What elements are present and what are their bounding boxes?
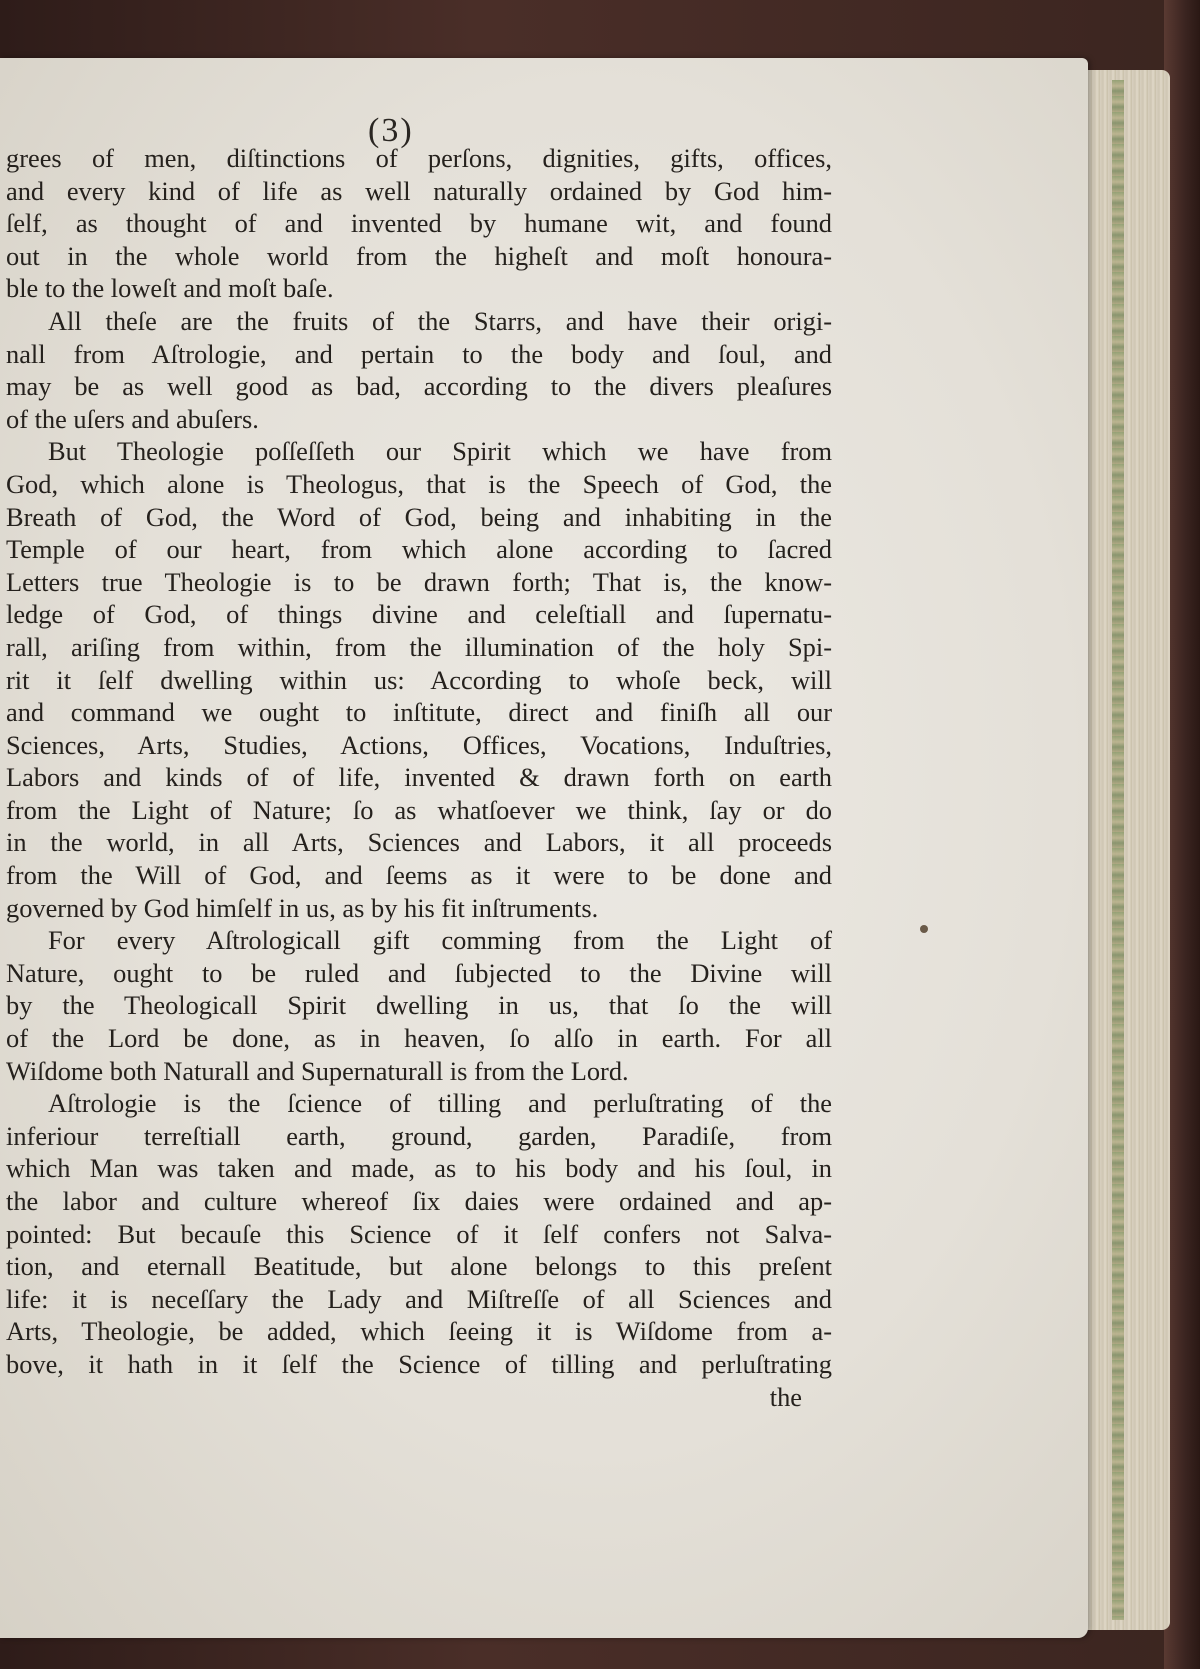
text-line: For every Aſtrologicall gift comming from the Light of — [48, 925, 832, 956]
text-line: may be as well good as bad, according to the divers pleaſures — [6, 371, 832, 402]
text-line: rit it ſelf dwelling within us: According to whoſe beck, will — [6, 664, 832, 695]
page-number: (3) — [368, 112, 414, 149]
ink-spot — [920, 925, 928, 933]
text-line: of the Lord be done, as in heaven, ſo alſo in earth. For all — [6, 1023, 832, 1054]
text-line: grees of men, diſtinctions of perſons, dignities, gifts, offices, — [6, 143, 832, 173]
text-line: governed by God himſelf in us, as by his fit inſtruments. — [6, 892, 599, 923]
text-line: But Theologie poſſeſſeth our Spirit which we have from — [48, 436, 832, 467]
text-line: Temple of our heart, from which alone according to ſacred — [6, 534, 832, 565]
text-line: pointed: But becauſe this Science of it ſelf confers not Salva- — [6, 1218, 832, 1249]
text-line: life: it is neceſſary the Lady and Miſtreſſe of all Sciences and — [6, 1283, 832, 1314]
text-line: tion, and eternall Beatitude, but alone belongs to this preſent — [6, 1251, 832, 1282]
page-text — [6, 142, 832, 1413]
text-line: of the uſers and abuſers. — [6, 403, 259, 434]
text-line: rall, ariſing from within, from the illumination of the holy Spi- — [6, 631, 832, 662]
text-line: Aſtrologie is the ſcience of tilling and perluſtrating of the — [48, 1088, 832, 1119]
text-line: the labor and culture whereof ſix daies were ordained and ap- — [6, 1186, 832, 1216]
text-line: Letters true Theologie is to be drawn forth; That is, the know- — [6, 566, 832, 597]
text-line: and every kind of life as well naturally ordained by God him- — [6, 175, 832, 206]
text-line: out in the whole world from the higheſt and moſt honoura- — [6, 240, 832, 271]
text-line: Sciences, Arts, Studies, Actions, Offices, Vocations, Induſtries, — [6, 729, 832, 760]
text-line: ble to the loweſt and moſt baſe. — [6, 273, 334, 304]
catchword: the — [769, 1381, 802, 1412]
text-line: and command we ought to inſtitute, direct and finiſh all our — [6, 697, 832, 728]
text-line: Labors and kinds of of life, invented & drawn forth on earth — [6, 762, 832, 793]
text-line: from the Will of God, and ſeems as it were to be done and — [6, 860, 832, 891]
text-line: ledge of God, of things divine and celeſtiall and ſupernatu- — [6, 599, 832, 630]
text-line: All theſe are the fruits of the Starrs, and have their origi- — [48, 305, 832, 336]
text-line: bove, it hath in it ſelf the Science of tilling and perluſtrating — [6, 1348, 832, 1379]
marbled-edge — [1112, 80, 1124, 1620]
text-line: inferiour terreſtiall earth, ground, garden, Paradiſe, from — [6, 1120, 832, 1151]
text-line: Wiſdome both Naturall and Supernaturall is from the Lord. — [6, 1055, 629, 1086]
text-line: God, which alone is Theologus, that is the Speech of God, the — [6, 468, 832, 499]
text-line: Arts, Theologie, be added, which ſeeing it is Wiſdome from a- — [6, 1316, 832, 1347]
text-line: ſelf, as thought of and invented by humane wit, and found — [6, 208, 832, 239]
text-line: by the Theologicall Spirit dwelling in us, that ſo the will — [6, 990, 832, 1021]
text-line: in the world, in all Arts, Sciences and Labors, it all proceeds — [6, 827, 832, 858]
text-line: Breath of God, the Word of God, being and inhabiting in the — [6, 501, 832, 532]
text-line: from the Light of Nature; ſo as whatſoever we think, ſay or do — [6, 794, 832, 825]
text-line: nall from Aſtrologie, and pertain to the body and ſoul, and — [6, 338, 832, 369]
text-line: which Man was taken and made, as to his body and his ſoul, in — [6, 1153, 832, 1184]
text-line: Nature, ought to be ruled and ſubjected to the Divine will — [6, 957, 832, 988]
